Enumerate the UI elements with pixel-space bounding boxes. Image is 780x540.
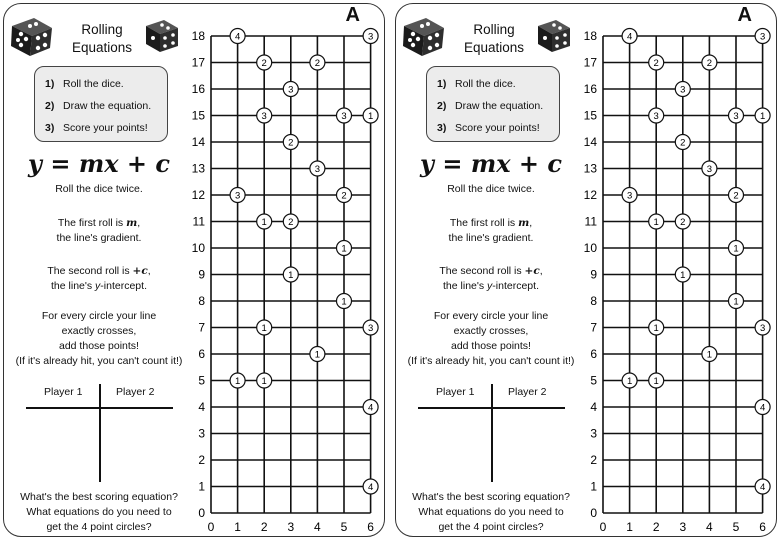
- point-value: 2: [653, 58, 659, 69]
- point-value: 2: [706, 58, 713, 69]
- point-value: 1: [626, 376, 633, 387]
- y-tick-label: 11: [192, 214, 205, 229]
- x-tick-label: 6: [367, 520, 374, 534]
- game-title: Rolling Equations: [463, 22, 525, 55]
- point-value: 1: [733, 243, 739, 255]
- point-value: 3: [653, 111, 659, 122]
- point-value: 1: [680, 270, 686, 281]
- point-value: 1: [341, 296, 347, 308]
- y-tick-label: 16: [583, 82, 597, 96]
- first-roll-text: The first roll is m, the line's gradient.: [56, 217, 142, 244]
- y-tick-label: 9: [198, 267, 205, 282]
- y-tick-label: 0: [198, 506, 205, 520]
- y-tick-label: 6: [198, 347, 205, 361]
- coordinate-grid: [191, 24, 384, 538]
- point-value: 1: [733, 296, 739, 308]
- y-tick-label: 14: [191, 135, 205, 149]
- y-tick-label: 2: [590, 453, 597, 467]
- y-tick-label: 12: [191, 188, 205, 202]
- game-card-left: [3, 3, 385, 537]
- point-value: 1: [288, 270, 294, 281]
- steps-box: [34, 66, 168, 142]
- equation: y = mx + c: [28, 149, 170, 178]
- x-tick-label: 1: [234, 520, 241, 534]
- point-value: 1: [653, 323, 659, 334]
- point-value: 1: [261, 323, 267, 334]
- x-tick-label: 4: [706, 520, 713, 534]
- y-tick-label: 2: [198, 453, 205, 467]
- y-tick-label: 13: [191, 161, 205, 176]
- y-tick-label: 8: [198, 294, 205, 308]
- point-value: 3: [367, 31, 374, 43]
- point-value: 3: [261, 111, 267, 122]
- x-tick-label: 1: [626, 520, 633, 534]
- y-tick-label: 15: [191, 108, 205, 123]
- x-tick-label: 5: [732, 520, 740, 534]
- point-value: 1: [261, 217, 267, 228]
- y-tick-label: 15: [583, 108, 597, 123]
- x-tick-label: 2: [652, 520, 660, 534]
- y-tick-label: 9: [590, 267, 597, 282]
- point-value: 2: [288, 217, 294, 228]
- y-tick-label: 6: [590, 347, 597, 361]
- version-letter: A: [737, 4, 752, 26]
- y-tick-label: 10: [191, 241, 205, 255]
- point-value: 3: [759, 31, 766, 43]
- point-value: 3: [706, 164, 713, 175]
- game-card-right: [395, 3, 777, 537]
- point-value: 2: [261, 58, 267, 69]
- y-tick-label: 5: [198, 373, 205, 388]
- x-tick-label: 3: [287, 520, 295, 534]
- point-value: 4: [626, 31, 633, 43]
- step-3: 3) Score your points!: [437, 122, 540, 134]
- y-tick-label: 14: [583, 135, 597, 149]
- point-value: 4: [234, 31, 241, 43]
- point-value: 3: [759, 323, 766, 334]
- equation: y = mx + c: [420, 149, 562, 178]
- y-tick-label: 4: [198, 400, 205, 414]
- point-value: 4: [759, 482, 766, 493]
- dice-icon: [534, 16, 574, 56]
- point-value: 1: [234, 376, 241, 387]
- point-value: 1: [341, 243, 347, 255]
- point-value: 1: [314, 349, 321, 361]
- point-value: 2: [314, 58, 321, 69]
- x-tick-label: 0: [207, 520, 215, 534]
- x-tick-label: 4: [314, 520, 321, 534]
- question-text: What's the best scoring equation? What equations do you need to get the 4 point circles?: [412, 491, 570, 533]
- point-value: 3: [341, 111, 347, 122]
- step-3: 3) Score your points!: [45, 122, 148, 134]
- point-value: 3: [367, 323, 374, 334]
- scoring-text: For every circle your line exactly crosses, add those points! (If it's already hit, you can't count it!): [407, 310, 575, 367]
- score-table-vline: [99, 384, 101, 482]
- second-roll-text: The second roll is +c, the line's y-intercept.: [439, 265, 543, 292]
- question-text: What's the best scoring equation? What equations do you need to get the 4 point circles?: [20, 491, 178, 533]
- point-value: 2: [288, 137, 294, 149]
- y-tick-label: 7: [198, 320, 205, 335]
- point-value: 3: [680, 84, 686, 96]
- player-1-label: Player 1: [436, 386, 475, 398]
- y-tick-label: 10: [583, 241, 597, 255]
- step-1: 1) Roll the dice.: [45, 78, 124, 90]
- first-roll-text: The first roll is m, the line's gradient.: [448, 217, 534, 244]
- game-title: Rolling Equations: [71, 22, 133, 55]
- y-tick-label: 13: [583, 161, 597, 176]
- point-value: 1: [653, 376, 659, 387]
- y-tick-label: 11: [584, 214, 597, 229]
- point-value: 2: [341, 190, 347, 202]
- second-roll-text: The second roll is +c, the line's y-intercept.: [47, 265, 151, 292]
- y-tick-label: 18: [583, 29, 597, 43]
- roll-twice-text: Roll the dice twice.: [55, 183, 143, 195]
- x-tick-label: 0: [599, 520, 607, 534]
- y-tick-label: 17: [191, 55, 205, 70]
- y-tick-label: 3: [198, 426, 205, 441]
- y-tick-label: 8: [590, 294, 597, 308]
- point-value: 1: [367, 111, 374, 122]
- roll-twice-text: Roll the dice twice.: [447, 183, 535, 195]
- y-tick-label: 1: [590, 479, 597, 494]
- x-tick-label: 3: [679, 520, 687, 534]
- dice-icon: [8, 14, 56, 58]
- dice-icon: [400, 14, 448, 58]
- y-tick-label: 3: [590, 426, 597, 441]
- y-tick-label: 12: [583, 188, 597, 202]
- steps-box: [426, 66, 560, 142]
- version-letter: A: [345, 4, 360, 26]
- y-tick-label: 18: [191, 29, 205, 43]
- y-tick-label: 5: [590, 373, 597, 388]
- y-tick-label: 0: [590, 506, 597, 520]
- y-tick-label: 16: [191, 82, 205, 96]
- point-value: 3: [626, 190, 633, 202]
- point-value: 1: [653, 217, 659, 228]
- scoring-text: For every circle your line exactly crosses, add those points! (If it's already hit, you can't count it!): [15, 310, 183, 367]
- point-value: 3: [288, 84, 294, 96]
- point-value: 1: [261, 376, 267, 387]
- point-value: 1: [706, 349, 713, 361]
- score-table-vline: [491, 384, 493, 482]
- point-value: 2: [680, 217, 686, 228]
- dice-icon: [142, 16, 182, 56]
- point-value: 3: [234, 190, 241, 202]
- player-2-label: Player 2: [116, 386, 155, 398]
- point-value: 4: [367, 482, 374, 493]
- point-value: 4: [759, 402, 766, 414]
- x-tick-label: 5: [340, 520, 348, 534]
- y-tick-label: 1: [198, 479, 205, 494]
- y-tick-label: 4: [590, 400, 597, 414]
- point-value: 4: [367, 402, 374, 414]
- point-value: 3: [733, 111, 739, 122]
- point-value: 1: [759, 111, 766, 122]
- step-1: 1) Roll the dice.: [437, 78, 516, 90]
- y-tick-label: 7: [590, 320, 597, 335]
- x-tick-label: 2: [260, 520, 268, 534]
- x-tick-label: 6: [759, 520, 766, 534]
- y-tick-label: 17: [583, 55, 597, 70]
- point-value: 2: [733, 190, 739, 202]
- player-2-label: Player 2: [508, 386, 547, 398]
- player-1-label: Player 1: [44, 386, 83, 398]
- step-2: 2) Draw the equation.: [45, 100, 152, 112]
- coordinate-grid: [583, 24, 776, 538]
- step-2: 2) Draw the equation.: [437, 100, 544, 112]
- point-value: 2: [680, 137, 686, 149]
- point-value: 3: [314, 164, 321, 175]
